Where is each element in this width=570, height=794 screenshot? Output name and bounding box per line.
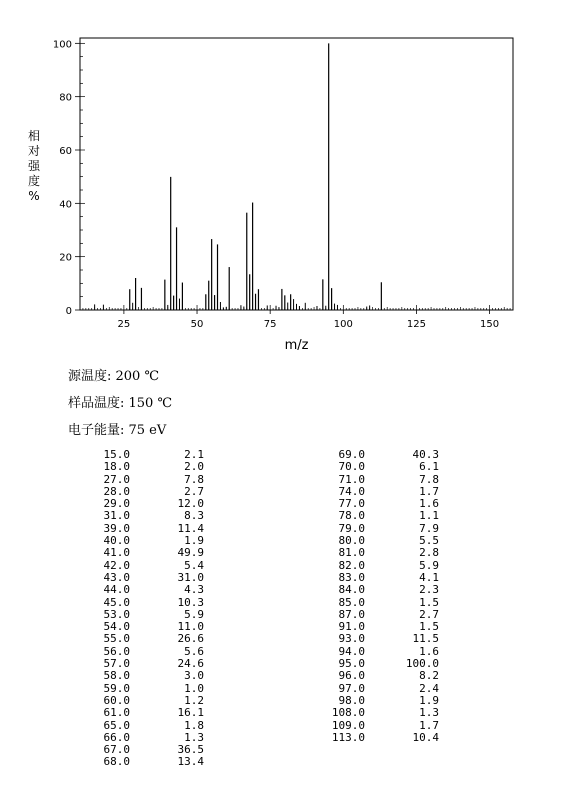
intensity-value: 1.6: [419, 497, 439, 511]
intensity-value: 1.3: [184, 730, 204, 744]
mz-value: 28.0: [103, 484, 130, 498]
table-row: [80, 584, 204, 596]
intensity-value: 5.6: [184, 644, 204, 658]
mz-value: 78.0: [338, 509, 365, 523]
mz-value: 45.0: [103, 595, 130, 609]
table-row: [80, 756, 204, 768]
intensity-value: 1.7: [419, 484, 439, 498]
mz-value: 93.0: [338, 632, 365, 646]
intensity-value: 5.4: [184, 558, 204, 572]
intensity-value: 2.7: [419, 607, 439, 621]
mz-value: 41.0: [103, 546, 130, 560]
intensity-value: 1.5: [419, 595, 439, 609]
intensity-value: 5.5: [419, 534, 439, 548]
mz-value: 54.0: [103, 620, 130, 634]
intensity-value: 26.6: [177, 632, 204, 646]
mz-value: 94.0: [338, 644, 365, 658]
table-row: [80, 670, 204, 682]
intensity-value: 8.3: [184, 509, 204, 523]
mz-value: 65.0: [103, 718, 130, 732]
table-row: [315, 597, 439, 609]
mz-value: 113.0: [331, 730, 365, 744]
intensity-value: 3.0: [184, 669, 204, 683]
table-row: [315, 732, 439, 744]
x-tick-label: 75: [263, 319, 277, 330]
x-tick-label: 100: [333, 319, 353, 330]
intensity-value: 4.3: [184, 583, 204, 597]
x-tick-label: 50: [190, 319, 204, 330]
intensity-value: 24.6: [177, 657, 204, 671]
intensity-value: 12.0: [177, 497, 204, 511]
intensity-value: 5.9: [184, 607, 204, 621]
table-row: [80, 597, 204, 609]
ticks: [53, 39, 513, 330]
intensity-value: 13.4: [177, 755, 204, 769]
y-axis-label: 相对强度%: [27, 129, 41, 203]
mz-value: 27.0: [103, 472, 130, 486]
y-tick-label: 0: [65, 306, 72, 317]
table-row: [315, 461, 439, 473]
peak-table-left: [80, 449, 204, 769]
table-row: [315, 707, 439, 719]
plot-frame: [80, 38, 513, 310]
y-tick-label: 100: [52, 39, 72, 51]
peak-bars: [95, 43, 382, 310]
mz-value: 60.0: [103, 693, 130, 707]
instrument-conditions: [68, 368, 172, 449]
intensity-value: 2.3: [419, 583, 439, 597]
table-row: [80, 633, 204, 645]
mz-value: 15.0: [103, 448, 130, 461]
intensity-value: 6.1: [419, 460, 439, 474]
table-row: [315, 670, 439, 682]
mz-value: 40.0: [103, 534, 130, 548]
intensity-value: 1.2: [184, 693, 204, 707]
y-tick-label: 20: [59, 252, 72, 264]
mz-value: 39.0: [103, 521, 130, 535]
intensity-value: 7.9: [419, 521, 439, 535]
mz-value: 96.0: [338, 669, 365, 683]
intensity-value: 10.4: [412, 730, 439, 744]
intensity-value: 1.5: [419, 620, 439, 634]
peak-table-right: [315, 449, 439, 744]
x-tick-label: 125: [406, 319, 426, 330]
mz-value: 70.0: [338, 460, 365, 474]
electron-energy: 电子能量: 75 eV: [68, 423, 167, 438]
intensity-value: 7.8: [419, 472, 439, 486]
intensity-value: 100.0: [405, 657, 439, 671]
table-row: [315, 547, 439, 559]
mz-value: 18.0: [103, 460, 130, 474]
intensity-value: 4.1: [419, 570, 439, 584]
table-row: [80, 707, 204, 719]
mz-value: 43.0: [103, 570, 130, 584]
intensity-value: 36.5: [177, 743, 204, 757]
table-row: [80, 720, 204, 732]
y-tick-label: 80: [59, 92, 72, 104]
mz-value: 71.0: [338, 472, 365, 486]
mz-value: 108.0: [331, 706, 365, 720]
mass-spectrum-chart: [0, 0, 570, 365]
table-row: [80, 510, 204, 522]
table-row: [80, 461, 204, 473]
intensity-value: 5.9: [419, 558, 439, 572]
intensity-value: 11.4: [177, 521, 204, 535]
mz-value: 56.0: [103, 644, 130, 658]
intensity-value: 1.6: [419, 644, 439, 658]
mz-value: 87.0: [338, 607, 365, 621]
mz-value: 77.0: [338, 497, 365, 511]
x-axis-label: m/z: [284, 338, 309, 353]
mz-value: 84.0: [338, 583, 365, 597]
mz-value: 44.0: [103, 583, 130, 597]
intensity-value: 1.1: [419, 509, 439, 523]
source-temperature: 源温度: 200 ℃: [68, 369, 160, 384]
mz-value: 53.0: [103, 607, 130, 621]
intensity-value: 1.9: [184, 534, 204, 548]
mz-value: 85.0: [338, 595, 365, 609]
mz-value: 79.0: [338, 521, 365, 535]
mz-value: 58.0: [103, 669, 130, 683]
intensity-value: 8.2: [419, 669, 439, 683]
intensity-value: 11.5: [412, 632, 439, 646]
intensity-value: 2.7: [184, 484, 204, 498]
intensity-value: 1.7: [419, 718, 439, 732]
mz-value: 97.0: [338, 681, 365, 695]
intensity-value: 1.8: [184, 718, 204, 732]
mz-value: 42.0: [103, 558, 130, 572]
mz-value: 98.0: [338, 693, 365, 707]
x-tick-label: 25: [117, 319, 131, 330]
intensity-value: 7.8: [184, 472, 204, 486]
mz-value: 66.0: [103, 730, 130, 744]
x-tick-label: 150: [480, 319, 500, 330]
mz-value: 55.0: [103, 632, 130, 646]
mz-value: 74.0: [338, 484, 365, 498]
mz-value: 80.0: [338, 534, 365, 548]
mz-value: 91.0: [338, 620, 365, 634]
mz-value: 59.0: [103, 681, 130, 695]
mz-value: 68.0: [103, 755, 130, 769]
y-tick-label: 60: [59, 146, 72, 157]
mz-value: 95.0: [338, 657, 365, 671]
intensity-value: 31.0: [177, 570, 204, 584]
intensity-value: 1.0: [184, 681, 204, 695]
mz-value: 31.0: [103, 509, 130, 523]
intensity-value: 11.0: [177, 620, 204, 634]
y-tick-label: 40: [59, 199, 72, 211]
mz-value: 109.0: [331, 718, 365, 732]
mz-value: 81.0: [338, 546, 365, 560]
intensity-value: 1.9: [419, 693, 439, 707]
mz-value: 57.0: [103, 657, 130, 671]
mz-value: 82.0: [338, 558, 365, 572]
table-row: [315, 633, 439, 645]
intensity-value: 2.8: [419, 546, 439, 560]
table-row: [315, 720, 439, 732]
intensity-value: 16.1: [177, 706, 204, 720]
intensity-value: 10.3: [177, 595, 204, 609]
intensity-value: 40.3: [412, 448, 439, 461]
sample-temperature: 样品温度: 150 ℃: [68, 396, 173, 411]
table-row: [315, 510, 439, 522]
intensity-value: 2.1: [184, 448, 204, 461]
intensity-value: 2.0: [184, 460, 204, 474]
table-row: [80, 547, 204, 559]
table-row: [315, 584, 439, 596]
mz-value: 61.0: [103, 706, 130, 720]
intensity-value: 2.4: [419, 681, 439, 695]
mz-value: 67.0: [103, 743, 130, 757]
intensity-value: 1.3: [419, 706, 439, 720]
mz-value: 69.0: [338, 448, 365, 461]
intensity-value: 49.9: [177, 546, 204, 560]
mz-value: 83.0: [338, 570, 365, 584]
mz-value: 29.0: [103, 497, 130, 511]
